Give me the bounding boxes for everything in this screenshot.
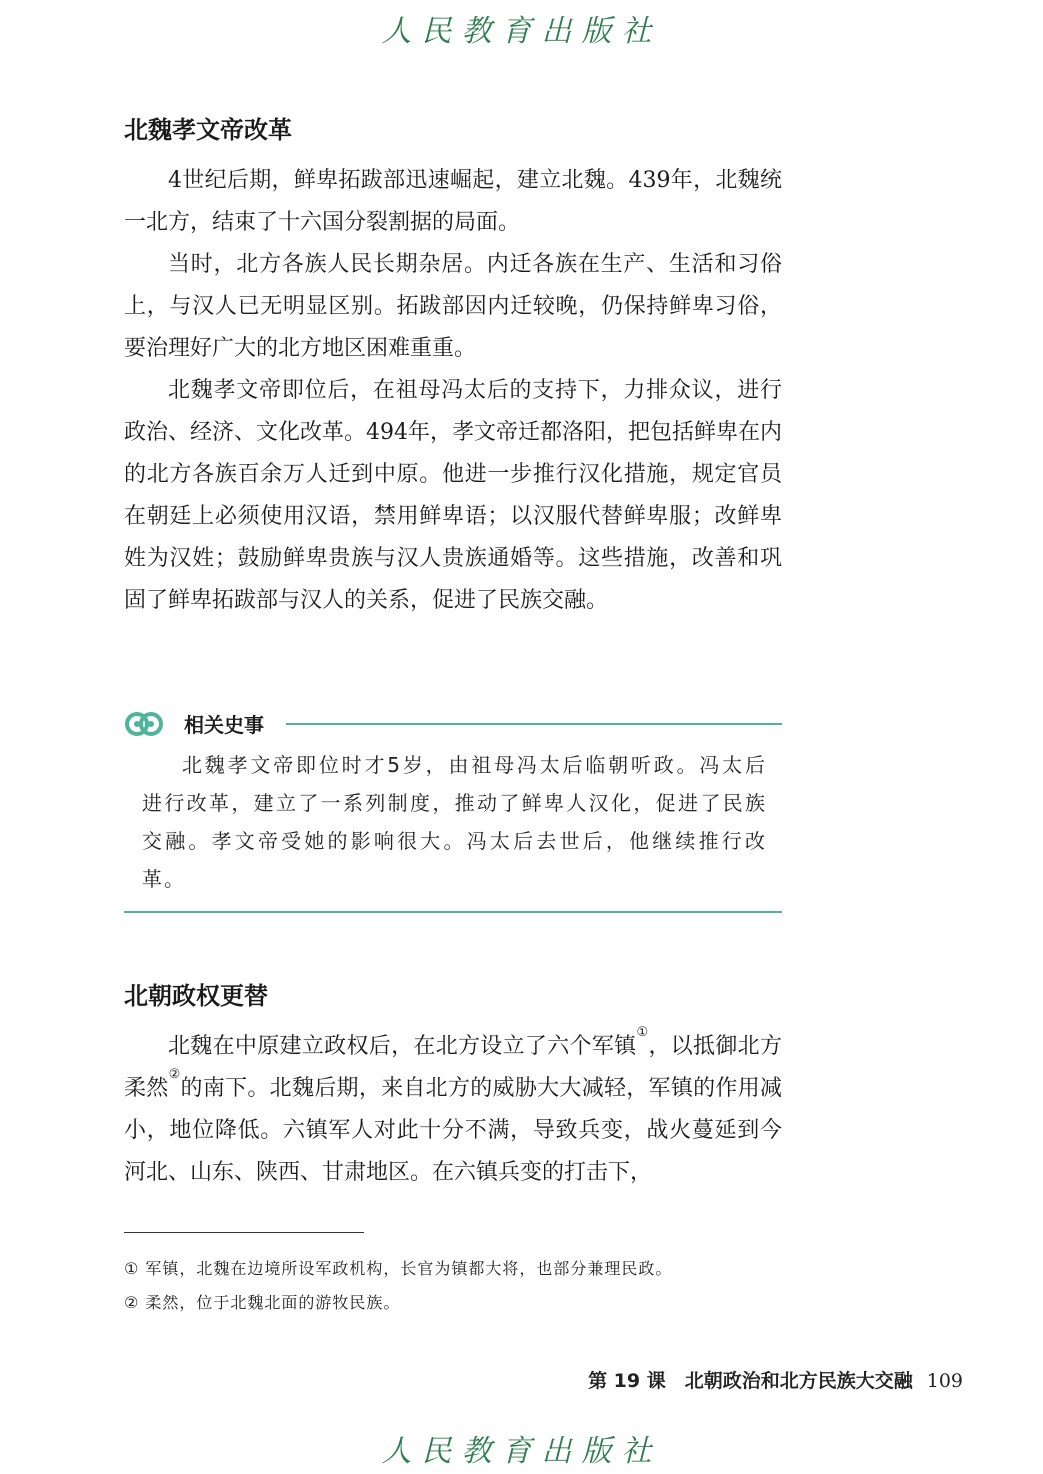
related-box-title: 相关史事 bbox=[184, 713, 264, 737]
section-title-reform: 北魏孝文帝改革 bbox=[124, 116, 292, 144]
related-box-bottom-rule bbox=[124, 911, 782, 913]
publisher-watermark-bottom: 人民教育出版社 bbox=[381, 1434, 662, 1469]
publisher-watermark-top: 人民教育出版社 bbox=[381, 14, 662, 49]
page-footer bbox=[588, 1366, 963, 1393]
section-body-reform bbox=[124, 160, 782, 622]
lesson-title: 第 19 课 北朝政治和北方民族大交融 bbox=[588, 1370, 913, 1392]
related-box-text: 北魏孝文帝即位时才5岁，由祖母冯太后临朝听政。冯太后进行改革，建立了一系列制度，推动了鲜卑人汉化，促进了民族交融。孝文帝受她的影响很大。冯太后去世后，他继续推行改革。 bbox=[142, 753, 767, 891]
paragraph: 当时，北方各族人民长期杂居。内迁各族在生产、生活和习俗上，与汉人已无明显区别。拓跋部因内迁较晚，仍保持鲜卑习俗，要治理好广大的北方地区困难重重。 bbox=[124, 252, 782, 361]
page-number: 109 bbox=[926, 1370, 963, 1392]
paragraph: 北魏孝文帝即位后，在祖母冯太后的支持下，力排众议，进行政治、经济、文化改革。494年，孝文帝迁都洛阳，把包括鲜卑在内的北方各族百余万人迁到中原。他进一步推行汉化措施，规定官员在朝廷上必须使用汉语，禁用鲜卑语；以汉服代替鲜卑服；改鲜卑姓为汉姓；鼓励鲜卑贵族与汉人贵族通婚等。这些措施，改善和巩固了鲜卑拓跋部与汉人的关系，促进了民族交融。 bbox=[124, 378, 782, 613]
section-body-succession bbox=[124, 1026, 782, 1194]
paragraph bbox=[124, 1026, 782, 1194]
related-box-rule bbox=[286, 723, 782, 725]
text-run: ，以抵御北方柔然 bbox=[124, 1034, 782, 1101]
related-history-icon bbox=[124, 706, 164, 742]
text-run: 北魏在中原建立政权后，在北方设立了六个军镇 bbox=[168, 1034, 637, 1059]
footnote-divider bbox=[124, 1232, 364, 1233]
text-run: 的南下。北魏后期，来自北方的威胁大大减轻，军镇的作用减小，地位降低。六镇军人对此十分不满，导致兵变，战火蔓延到今河北、山东、陕西、甘肃地区。在六镇兵变的打击下， bbox=[124, 1076, 782, 1185]
footnote-marker[interactable]: ① bbox=[636, 1025, 649, 1040]
footnote-item: ② 柔然，位于北魏北面的游牧民族。 bbox=[124, 1293, 401, 1312]
footnote-marker[interactable]: ② bbox=[168, 1067, 181, 1082]
section-title-succession: 北朝政权更替 bbox=[124, 982, 268, 1010]
paragraph: 4世纪后期，鲜卑拓跋部迅速崛起，建立北魏。439年，北魏统一北方，结束了十六国分裂割据的局面。 bbox=[124, 168, 782, 235]
footnote-item: ① 军镇，北魏在边境所设军政机构，长官为镇都大将，也部分兼理民政。 bbox=[124, 1259, 673, 1278]
related-box-header bbox=[124, 702, 782, 746]
